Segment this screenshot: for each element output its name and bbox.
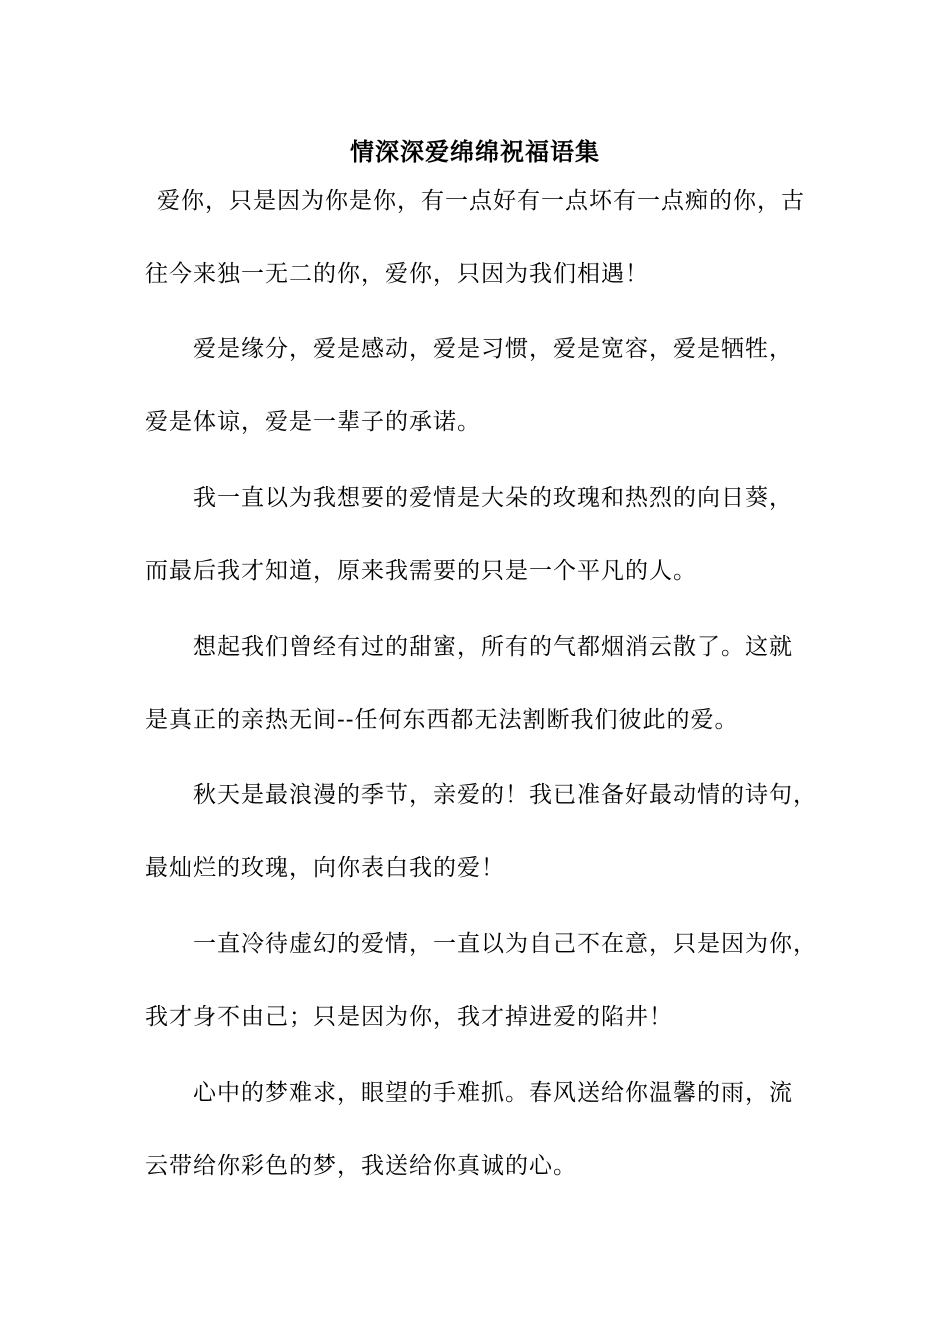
paragraph-line: 想起我们曾经有过的甜蜜，所有的气都烟消云散了。这就 xyxy=(193,634,793,660)
paragraph-line: 往今来独一无二的你，爱你，只因为我们相遇！ xyxy=(145,261,649,287)
paragraph-line: 心中的梦难求，眼望的手难抓。春风送给你温馨的雨，流 xyxy=(193,1080,793,1106)
paragraph-line: 是真正的亲热无间--任何东西都无法割断我们彼此的爱。 xyxy=(145,707,739,733)
paragraph-2 xyxy=(145,313,825,459)
paragraph-line: 爱是体谅，爱是一辈子的承诺。 xyxy=(145,409,481,435)
paragraph-line: 我才身不由己；只是因为你，我才掉进爱的陷井！ xyxy=(145,1004,673,1030)
document-title: 情深深爱绵绵祝福语集 xyxy=(350,137,600,166)
paragraph-line: 云带给你彩色的梦，我送给你真诚的心。 xyxy=(145,1153,577,1179)
paragraph-line: 爱你，只是因为你是你，有一点好有一点坏有一点痴的你，古 xyxy=(157,188,805,214)
paragraph-1 xyxy=(145,165,825,311)
paragraph-line: 而最后我才知道，原来我需要的只是一个平凡的人。 xyxy=(145,558,697,584)
paragraph-line: 我一直以为我想要的爱情是大朵的玫瑰和热烈的向日葵， xyxy=(193,485,793,511)
paragraph-line: 最灿烂的玫瑰，向你表白我的爱！ xyxy=(145,855,505,881)
paragraph-4 xyxy=(145,611,825,757)
paragraph-5 xyxy=(145,759,825,905)
paragraph-line: 秋天是最浪漫的季节，亲爱的！我已准备好最动情的诗句， xyxy=(193,782,817,808)
paragraph-line: 一直冷待虚幻的爱情，一直以为自己不在意，只是因为你， xyxy=(193,931,817,957)
paragraph-3 xyxy=(145,462,825,608)
paragraph-6 xyxy=(145,908,825,1054)
paragraph-7 xyxy=(145,1057,825,1203)
paragraph-line: 爱是缘分，爱是感动，爱是习惯，爱是宽容，爱是牺牲， xyxy=(193,336,793,362)
